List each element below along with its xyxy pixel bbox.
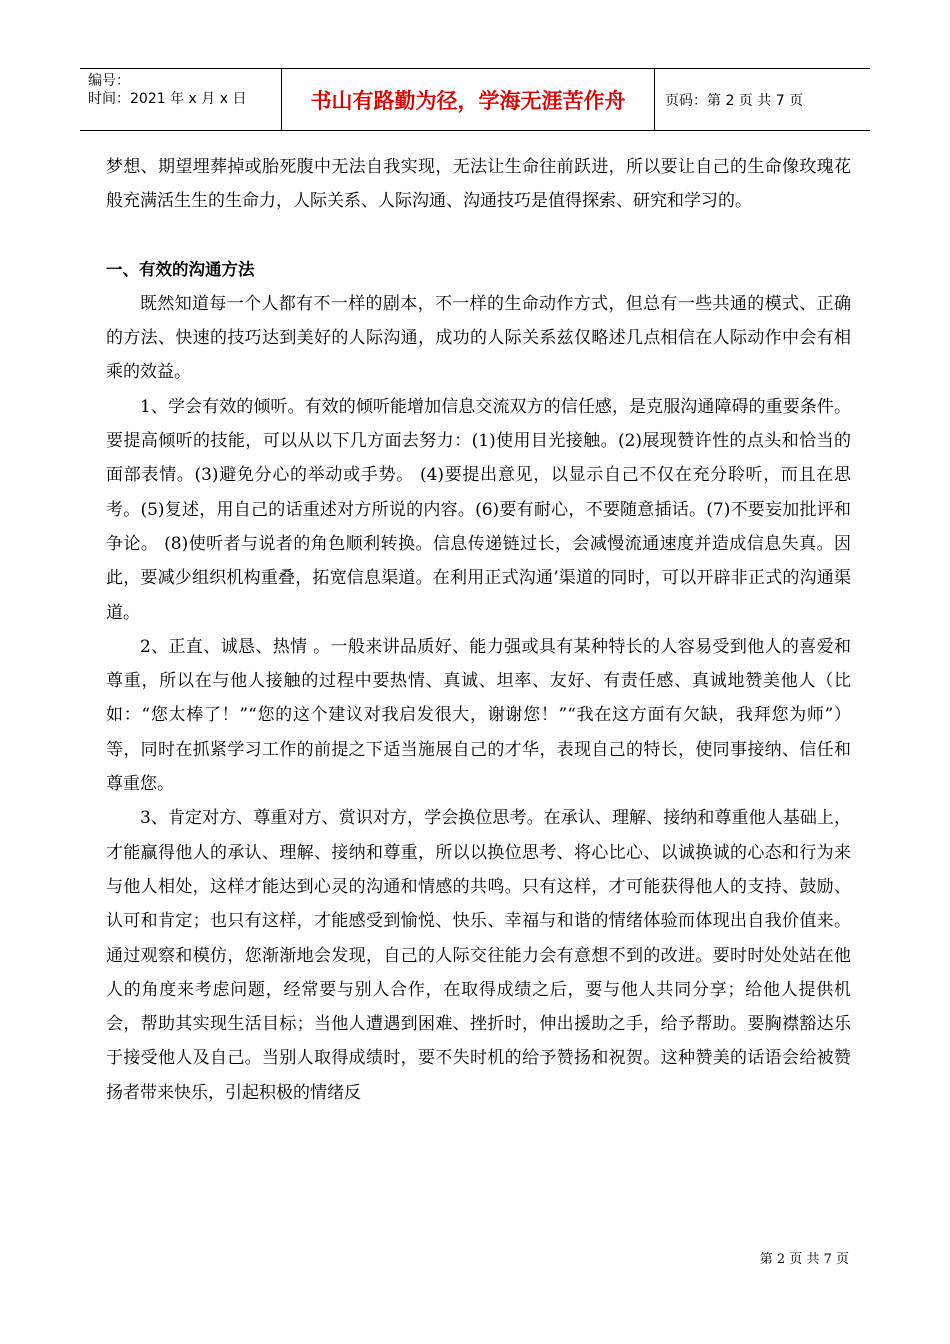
paragraph-sincerity: 2、正直、诚恳、热情 。一般来讲品质好、能力强或具有某种特长的人容易受到他人的喜爱和尊重，所以在与他人接触的过程中要热情、真诚、坦率、友好、有责任感、真诚地赞美他人（比如：“您太棒了！”“您的这个建议对我启发很大，谢谢您！”“我在这方面有欠缺，我拜您为师”）等，同时在抓紧学习工作的前提之下适当施展自己的才华，表现自己的特长，使同事接纳、信任和尊重您。 bbox=[106, 636, 851, 795]
paragraph-continued: 梦想、期望埋葬掉或胎死腹中无法自我实现，无法让生命往前跃进，所以要让自己的生命像玫瑰花般充满活生生的生命力，人际关系、人际沟通、沟通技巧是值得探索、研究和学习的。 bbox=[106, 157, 851, 212]
paragraph-respect: 3、肯定对方、尊重对方、赏识对方，学会换位思考。在承认、理解、接纳和尊重他人基础上，才能赢得他人的承认、理解、接纳和尊重，所以以换位思考、将心比心、以诚换诚的心态和行为来与他人相处，这样才能达到心灵的沟通和情感的共鸣。只有这样，才可能获得他人的支持、鼓励、认可和肯定；也只有这样，才能感受到愉悦、快乐、幸福与和谐的情绪体验而体现出自我价值来。通过观察和模仿，您渐渐地会发现，自己的人际交往能力会有意想不到的改进。要时时处处站在他人的角度来考虑问题，经常要与别人合作，在取得成绩之后，要与他人共同分享；给他人提供机会，帮助其实现生活目标；当他人遭遇到困难、挫折时，伸出援助之手，给予帮助。要胸襟豁达乐于接受他人及自己。当别人取得成绩时，要不失时机的给予赞扬和祝贺。这种赞美的话语会给被赞扬者带来快乐，引起积极的情绪反 bbox=[106, 808, 851, 1103]
date-label: 时间：2021 年 x 月 x 日 bbox=[88, 91, 247, 107]
code-label: 编号： bbox=[88, 73, 130, 89]
document-body bbox=[106, 150, 851, 1110]
page-footer: 第 2 页 共 7 页 bbox=[759, 1252, 849, 1267]
header-meta bbox=[80, 69, 282, 130]
section-title: 一、有效的沟通方法 bbox=[106, 259, 255, 279]
header-page-label: 页码：第 2 页 共 7 页 bbox=[665, 92, 804, 109]
paragraph-listening: 1、学会有效的倾听。有效的倾听能增加信息交流双方的信任感，是克服沟通障碍的重要条件。要提高倾听的技能，可以从以下几方面去努力：(1)使用目光接触。(2)展现赞许性的点头和恰当的面部表情。(3)避免分心的举动或手势。 (4)要提出意见，以显示自己不仅在充分聆听，而且在思考。(5)复述，用自己的话重述对方所说的内容。(6)要有耐心，不要随意插话。(7)不要妄加批评和争论。 (8)使听者与说者的角色顺利转换。信息传递链过长，会减慢流通速度并造成信息失真。因此，要减少组织机构重叠，拓宽信息渠道。在利用正式沟通’渠道的同时，可以开辟非正式的沟通渠道。 bbox=[106, 396, 851, 623]
page-header bbox=[80, 68, 870, 131]
paragraph-intro: 既然知道每一个人都有不一样的剧本，不一样的生命动作方式，但总有一些共通的模式、正确的方法、快速的技巧达到美好的人际沟通，成功的人际关系兹仅略述几点相信在人际动作中会有相乘的效益。 bbox=[106, 293, 851, 383]
header-motto: 书山有路勤为径，学海无涯苦作舟 bbox=[282, 69, 655, 130]
